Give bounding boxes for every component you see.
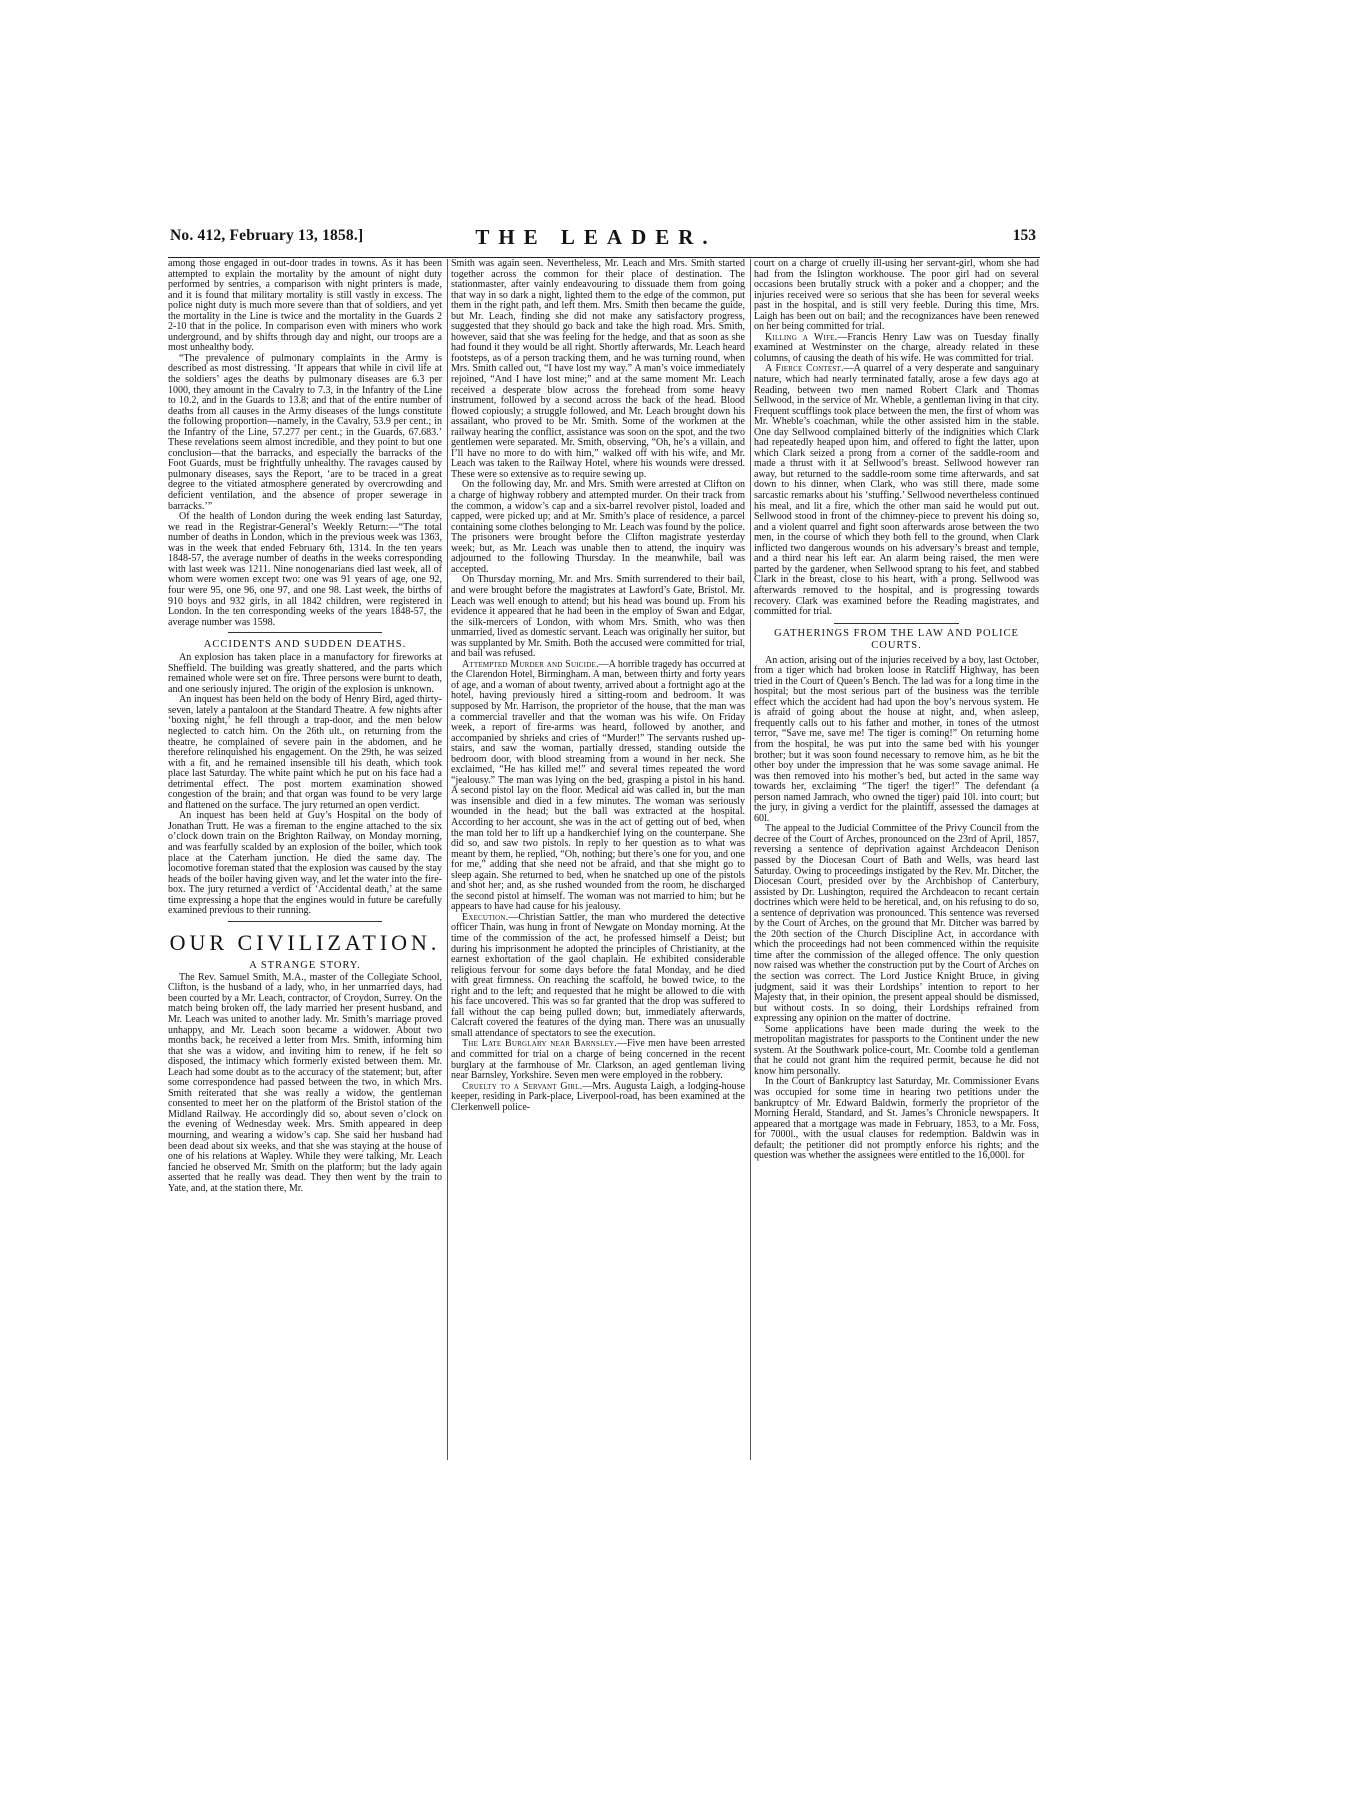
news-item-text: —A quarrel of a very desperate and sanguinary nature, which had nearly terminated fatally, arose a few days ago at Reading, between two men named Robert Clark and Thomas Sellwood, in the service of Mr. Wheble, a gentleman living in that city. Frequent scufflings took place between the men, the first of whom was Mr. Wheble’s coachman, while the other assisted him in the stable. One day Sellwood complained bitterly of the indignities which Clark had repeatedly heaped upon him, and offered to fight the latter, upon which Clark seized a prong from a corner of the saddle-room and made a thrust with it at Sellwood’s breast. Sellwood however ran away, but returned to the saddle-room some time afterwards, and sat down to his dinner, when Clark, who was still there, made some sarcastic remarks about his ‘stuffing.’ Sellwood nevertheless continued his meal, and lit a fire, which the other man said he would put out. Sellwood stood in front of the chimney-piece to prevent his doing so, and a violent quarrel and fight soon afterwards arose between the two men, in the course of which they both fell to the ground, when Clark inflicted two dangerous wounds on his adversary’s breast and temple, and a third near his left ear. An alarm being raised, the men were parted by the gardener, when Sellwood sprang to his feet, and stabbed Clark in the breast, close to his heart, with a prong. Sellwood was afterwards removed to the hospital, and is progressing towards recovery. Clark was examined before the Reading magistrates, and committed for trial. [754,363,1039,618]
news-item-title: Execution. [462,911,509,923]
news-item [451,913,745,1040]
paragraph: The Rev. Samuel Smith, M.A., master of the Collegiate School, Clifton, is the husband of a lady, who, in her unmarried days, had been courted by a Mr. Leach, contractor, of Croydon, Surrey. On the match being broken off, the lady married her present husband, and Mr. Leach was united to another lady. Mr. Smith’s marriage proved unhappy, and Mr. Leach soon became a widower. About two months back, he received a letter from Mrs. Smith, informing him that she was a widow, and inviting him to renew, if he felt so disposed, the intimacy which formerly existed between them. Mr. Leach had some doubt as to the accuracy of the statement; but, after some correspondence had passed between the two, in which Mrs. Smith reiterated that she was really a widow, the gentleman consented to meet her on the platform of the Bristol station of the Midland Railway. He accordingly did so, about seven o’clock on the evening of Wednesday week. Mrs. Smith appeared in deep mourning, and wearing a widow’s cap. She said her husband had been dead about six weeks, and that she was staying at the house of one of his relations at Wapley. While they were talking, Mr. Leach fancied he observed Mr. Smith on the platform; but the lady again asserted that he really was dead. They then went by the train to Yate, and, at the station there, Mr. [168,971,442,1194]
page-number: 153 [1012,227,1036,244]
servant-girl-text [754,259,1039,333]
column-3 [754,259,1039,1460]
news-items [754,333,1039,618]
news-item-text: —Christian Sattler, the man who murdered the detective officer Thain, was hung in front of Newgate on Monday morning. At the time of the commission of the act, he professed himself a Deist; but during his imprisonment he adopted the principles of Christianity, at the earnest exhortation of the gaol chaplain. He exhibited considerable religious fervour for some days before the fatal Monday, and he died with great firmness. On reaching the scaffold, he bowed twice, to the right and to the left; and requested that he might be allowed to die with his face uncovered. This was so far granted that the drop was suffered to fall without the cap being pulled down; but, immediately afterwards, Calcraft covered the features of the dying man. There was an unusually small attendance of spectators to see the execution. [451,911,745,1039]
news-item [754,333,1039,365]
paragraph: An action, arising out of the injuries received by a boy, last October, from a tiger which had broken loose in Ratcliff Highway, has been tried in the Court of Queen’s Bench. The lad was for a long time in the hospital; but the most serious part of the business was the terrible effect which the accident had had upon the boy’s nervous system. He is afraid of going about the house at night, and, when asleep, frequently calls out to his father and mother, in tones of the utmost terror, “Save me, save me! The tiger is coming!” On returning home from the hospital, he was put into the same bed with his younger brother; but it was soon found necessary to remove him, as he bit the other boy under the impression that he was some savage animal. He was then removed into his mother’s bed, but acted in the same way towards her, exclaiming “The tiger! the tiger!” The defendant (a person named Jamrach, who owned the tiger) paid 10l. into court; but the jury, in giving a verdict for the plaintiff, assessed the damages at 60l. [754,654,1039,824]
section-rule [834,623,959,624]
paragraph: An inquest has been held on the body of Henry Bird, aged thirty-seven, lately a pantaloon at the Standard Theatre. A few nights after ‘boxing night,’ he fell through a trap-door, and the men below neglected to catch him. On the 26th ult., on returning from the theatre, he complained of severe pain in the abdomen, and he therefore relinquished his engagement. On the 29th, he was seized with a fit, and he remained insensible till his death, which took place last Saturday. The white paint which he put on his face had a detrimental effect. The post mortem examination showed congestion of the brain; and that organ was found to be very large and flattened on the surface. The jury returned an open verdict. [168,694,442,811]
masthead [168,225,1040,258]
news-item-title: The Late Burglary near Barnsley. [462,1038,617,1050]
columns [168,259,1040,1460]
section-rule [228,632,382,633]
accidents-heading: ACCIDENTS AND SUDDEN DEATHS. [203,639,407,651]
law-courts-heading: GATHERINGS FROM THE LAW AND POLICE COURTS. [774,627,1019,651]
news-item-title: Attempted Murder and Suicide. [462,658,599,670]
news-item-text: —Mrs. Augusta Laigh, a lodging-house keeper, residing in Park-place, Liverpool-road, has been examined at the Clerkenwell police- [451,1080,745,1113]
paragraph: “The prevalence of pulmonary complaints in the Army is described as most distressing. ‘It appears that while in civil life at the soldiers’ ages the deaths by pulmonary diseases are 6.3 per 1000, they amount in the Cavalry to 7.3, in the Infantry of the Line to 10.2, and in the Guards to 13.8; and that of the entire number of deaths from all causes in the Army diseases of the lungs constitute the following proportion—namely, in the Cavalry, 53.9 per cent.; in the Infantry of the Line, 57.277 per cent.; in the Guards, 67.683.’ These revelations seem almost incredible, and they point to but one conclusion—that the barracks, and especially the barracks of the Foot Guards, must be frightfully unhealthy. The ravages caused by pulmonary diseases, says the Report, ‘are to be traced in a great degree to the vitiated atmosphere generated by overcrowding and deficient ventilation, and the absence of proper sewerage in barracks.’” [168,352,442,512]
paragraph: among those engaged in out-door trades in towns. As it has been attempted to explain the mortality by the amount of night duty performed by sentries, a comparison with night printers is made, and it is found that military mortality is still vastly in excess. The police night duty is much more severe than that of soldiers, and yet the mortality in the Line is twice and the mortality in the Guards 2 2-10 that in the police. In comparison even with miners who work underground, and by shifts through day and night, our troops are a most unhealthy body. [168,259,442,354]
newspaper-page [168,225,1040,1460]
smith-leach-text [451,259,745,660]
column-rule [447,259,448,1460]
paragraph: An explosion has taken place in a manufactory for fireworks at Sheffield. The building was greatly shattered, and the parts which remained whole were set on fire. Three persons were burnt to death, and one seriously injured. The origin of the explosion is unknown. [168,652,442,695]
paragraph: An inquest has been held at Guy’s Hospital on the body of Jonathan Trutt. He was a fireman to the engine attached to the six o’clock down train on the Brighton Railway, on Monday morning, and was fearfully scalded by an explosion of the boiler, which took place at the Caterham junction. He died the same day. The locomotive foreman stated that the explosion was caused by the stay heads of the boiler having given way, and let the water into the fire-box. The jury returned a verdict of ‘Accidental death,’ at the same time expressing a hope that the engines would in future be carefully examined previous to their running. [168,810,442,917]
news-item-text: —Francis Henry Law was on Tuesday finally examined at Westminster on the charge, already related in these columns, of causing the death of his wife. He was committed for trial. [754,331,1039,364]
paragraph: In the Court of Bankruptcy last Saturday, Mr. Commissioner Evans was occupied for some time in hearing two petitions under the bankruptcy of Mr. Edward Baldwin, formerly the proprietor of the Morning Herald, Standard, and St. James’s Chronicle newspapers. It appeared that a mortgage was made in February, 1853, to a Mr. Foss, for 7000l., with the usual clauses for redemption. Baldwin was in default; the petitioner did not promptly enforce his rights; and the question was whether the assignees were entitled to the 16,000l. for [754,1076,1039,1162]
paragraph: The appeal to the Judicial Committee of the Privy Council from the decree of the Court of Arches, pronounced on the 23rd of April, 1857, reversing a sentence of deprivation against Archdeacon Denison passed by the Diocesan Court of Bath and Wells, was heard last Saturday. Owing to proceedings instigated by the Rev. Mr. Ditcher, the Diocesan Court, presided over by the Archbishop of Canterbury, assisted by Dr. Lushington, required the Archdeacon to recant certain doctrines which were held to be heretical, and, on his refusing to do so, a sentence of deprivation was pronounced. This sentence was reversed by the Court of Arches, on the ground that Mr. Ditcher was barred by the 20th section of the Church Discipline Act, in accordance with which the proceedings had not been commenced within the requisite time after the commission of the alleged offence. The only question now raised was whether the construction put by the Court of Arches on the section was correct. The Lord Justice Knight Bruce, in giving judgment, said it was their Lordships’ intention to report to her Majesty that, in their opinion, the present appeal should be dismissed, but without costs. In so doing, their Lordships refrained from expressing any opinion on the matter of doctrine. [754,823,1039,1025]
paragraph: court on a charge of cruelly ill-using her servant-girl, whom she had had from the Islington workhouse. The poor girl had on several occasions been brutally struck with a poker and a chopper; and the injuries received were so serious that she has been for several weeks past in the hospital, and is still very feeble. During this time, Mrs. Laigh has been out on bail; and the recognizances have been renewed on her being committed for trial. [754,259,1039,333]
news-items [451,660,745,1114]
newspaper-title: THE LEADER. [475,225,717,249]
strange-story-text [168,973,442,1194]
accidents-text [168,653,442,917]
civilization-heading: OUR CIVILIZATION. [169,929,441,955]
mortality-text [168,259,442,628]
paragraph: Some applications have been made during the week to the metropolitan magistrates for passports to the Continent under the new system. At the Southwark police-court, Mr. Coombe told a gentleman that he could not grant him the required permit, because he did not know him personally. [754,1023,1039,1077]
strange-story-heading: A STRANGE STORY. [249,959,361,971]
news-item-text: —Five men have been arrested and committed for trial on a charge of being concerned in the recent burglary at the farmhouse of Mr. Clarkson, an aged gentleman living near Barnsley, Yorkshire. Seven men were employed in the robbery. [451,1038,745,1082]
news-item-title: A Fierce Contest. [765,363,844,375]
news-item [754,364,1039,617]
column-rule [750,259,751,1460]
column-1 [168,259,442,1460]
news-item-title: Killing a Wife. [765,331,838,343]
issue-line: No. 412, February 13, 1858.] [170,227,364,244]
news-item-text: —A horrible tragedy has occurred at the Clarendon Hotel, Birmingham. A man, between thirty and forty years of age, and a woman of about twenty, arrived about a fortnight ago at the hotel, having previously hired a sitting-room and bedroom. It was supposed by Mr. Harrison, the proprietor of the house, that the man was a commercial traveller and that the woman was his wife. On Friday week, a report of fire-arms was heard, followed by another, and accompanied by shrieks and cries of “Murder!” The servants rushed up-stairs, and saw the woman, partially dressed, standing outside the bedroom door, with blood streaming from a wound in her neck. She exclaimed, “He has killed me!” and several times repeated the word “jealousy.” The man was lying on the bed, grasping a pistol in his hand. A second pistol lay on the floor. Medical aid was called in, but the man was insensible and died in a few minutes. The woman was seriously wounded in the head; but the ball was extracted at the hospital. According to her account, she was in the act of getting out of bed, when the man told her to lift up a handkerchief lying on the counterpane. She did so, and saw two pistols. In reply to her question as to what was meant by them, he replied, “Oh, nothing; but there’s one for you, and one for me,” adding that she need not be afraid, and that she might go to sleep again. She returned to bed, when he snatched up one of the pistols and shot her; and, as she rushed wounded from the room, he discharged the second pistol at himself. The woman was not married to him; but he appears to have had cause for his jealousy. [451,658,745,913]
paragraph: On the following day, Mr. and Mrs. Smith were arrested at Clifton on a charge of highway robbery and attempted murder. On their track from the common, a widow’s cap and a six-barrel revolver pistol, loaded and capped, were picked up; and at Mr. Smith’s place of residence, a parcel containing some clothes belonging to Mr. Leach was found by the police. The prisoners were brought before the Clifton magistrate yesterday week; but, as Mr. Leach was unable then to attend, the inquiry was adjourned to the following Thursday. In the meanwhile, bail was accepted. [451,479,745,575]
news-item-title: Cruelty to a Servant Girl. [462,1080,583,1092]
news-item [451,1082,745,1114]
paragraph: Of the health of London during the week ending last Saturday, we read in the Registrar-General’s Weekly Return:—“The total number of deaths in London, which in the previous week was 1363, was in the week that ended February 6th, 1314. In the ten years 1848-57, the average number of deaths in the weeks corresponding with last week was 1211. Nine nonogenarians died last week, all of whom were women except two: one was 91 years of age, one 92, four were 95, one 96, one 97, and one 98. Last week, the births of 910 boys and 932 girls, in all 1842 children, were registered in London. In the ten corresponding weeks of the years 1848-57, the average number was 1598. [168,511,442,628]
law-courts-text [754,656,1039,1162]
news-item [451,1039,745,1081]
paragraph: On Thursday morning, Mr. and Mrs. Smith surrendered to their bail, and were brought before the magistrates at Lawford’s Gate, Bristol. Mr. Leach was well enough to attend; but his head was bound up. From his evidence it appeared that he had been in the employ of Swan and Edgar, the silk-mercers of London, with whom Mrs. Smith, who was then unmarried, lived as domestic servant. Leach was originally her suitor, but was supplanted by Mr. Smith. Both the accused were committed for trial, and bail was refused. [451,574,745,660]
section-rule [228,921,382,922]
paragraph: Smith was again seen. Nevertheless, Mr. Leach and Mrs. Smith started together across the common for their place of destination. The stationmaster, after vainly endeavouring to dissuade them from going that way in so dark a night, lighted them to the edge of the common, put them in the right path, and left them. Mrs. Smith then became the guide, but Mr. Leach, finding she did not make any satisfactory progress, suggested that they should go back and take the high road. Mrs. Smith, however, said that she was feeling for the hedge, and that as soon as she had found it they would be all right. Shortly afterwards, Mr. Leach heard footsteps, as of a person tracking them, and he was turning round, when Mrs. Smith called out, “I have lost my way.” A man’s voice immediately rejoined, “And I have lost mine;” and at the same moment Mr. Leach received a desperate blow across the forehead from some heavy instrument, followed by a second across the back of the head. Blood flowed copiously; a struggle followed, and Mr. Leach brought down his assailant, who proved to be Mr. Smith. Some of the workmen at the railway hearing the conflict, assistance was soon on the spot, and the two gentlemen were separated. Mr. Smith, observing, “Oh, he’s a villain, and I’ll have no more to do with him,” walked off with his wife, and Mr. Leach was taken to the Railway Hotel, where his wounds were dressed. These were so extensive as to require sewing up. [451,259,745,480]
column-2 [451,259,745,1460]
news-item [451,660,745,913]
